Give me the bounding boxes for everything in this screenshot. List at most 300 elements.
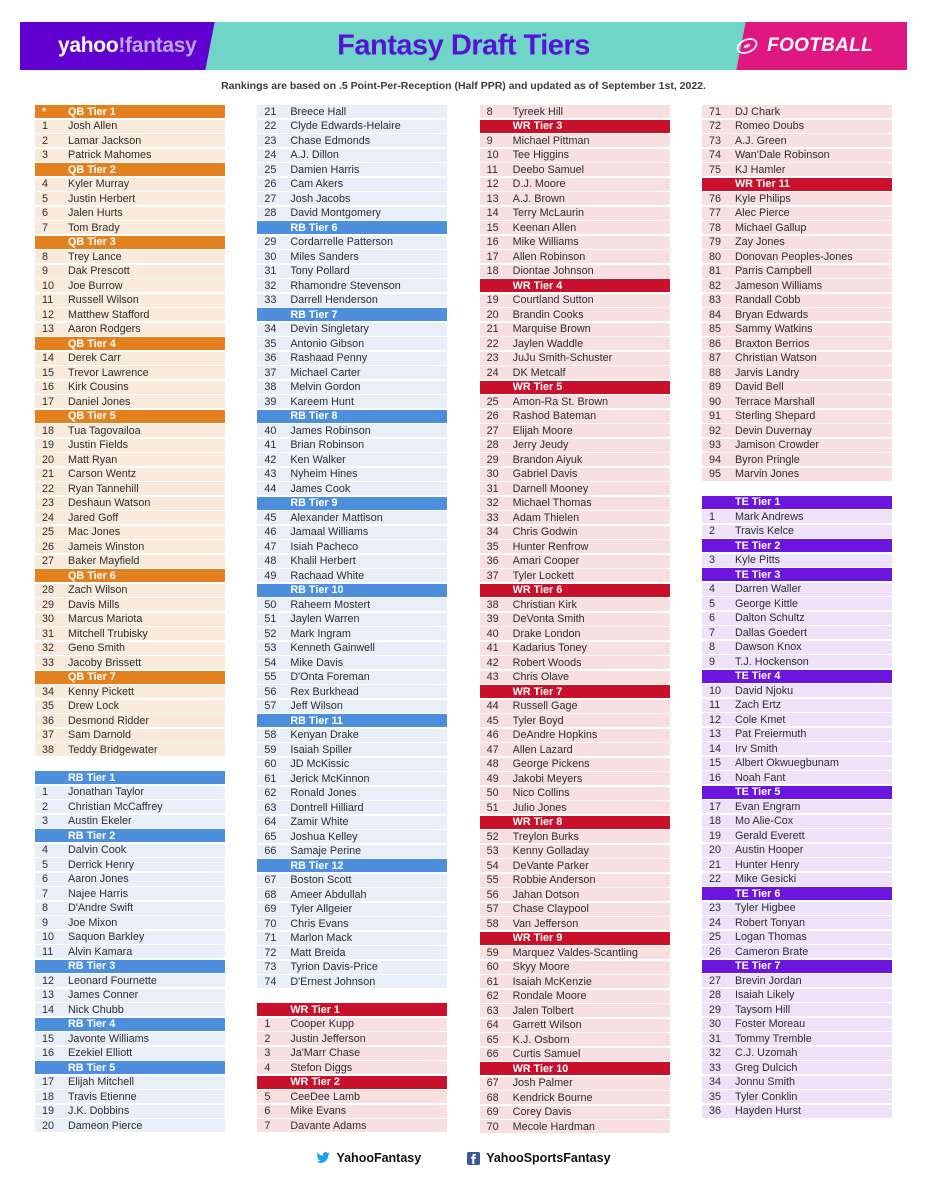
player-rank: 59 (486, 946, 499, 959)
tier-header-row (480, 1062, 670, 1075)
player-rank: 45 (264, 511, 277, 524)
player-rank: 22 (264, 120, 277, 132)
player-name: Sterling Shepard (734, 410, 816, 422)
player-row (257, 1061, 447, 1074)
player-name: Ja'Marr Chase (290, 1047, 361, 1059)
te-tier-table (702, 496, 892, 1118)
facebook-handle (467, 1151, 610, 1165)
player-rank: 8 (42, 250, 49, 263)
player-row (702, 916, 892, 929)
player-name: Christian Watson (734, 352, 817, 364)
player-name: DeAndre Hopkins (512, 729, 598, 741)
player-name: Mecole Hardman (512, 1120, 595, 1133)
player-row (35, 482, 225, 495)
player-row (35, 902, 225, 915)
player-row (480, 642, 670, 655)
player-name: C.J. Uzomah (734, 1047, 798, 1059)
player-name: Michael Pittman (512, 134, 590, 147)
tier-label: WR Tier 11 (734, 178, 790, 190)
player-row (257, 888, 447, 901)
player-row (35, 1119, 225, 1132)
player-rank: 74 (708, 149, 721, 161)
player-row (480, 671, 670, 684)
player-rank: 42 (486, 656, 499, 669)
player-name: Tom Brady (68, 221, 120, 234)
player-row (480, 903, 670, 916)
player-rank: 8 (486, 105, 493, 118)
player-name: Jaylen Warren (290, 613, 360, 625)
player-row (35, 844, 225, 857)
player-name: James Robinson (290, 424, 371, 437)
player-row (35, 1003, 225, 1016)
player-rank: 20 (42, 1119, 55, 1132)
player-row (35, 265, 225, 278)
player-row (35, 149, 225, 162)
player-row (702, 395, 892, 408)
player-row (257, 961, 447, 974)
player-row (35, 815, 225, 828)
player-rank: 5 (42, 858, 49, 871)
player-row (480, 453, 670, 466)
player-name: Mike Gesicki (734, 873, 797, 885)
player-name: Dallas Goedert (734, 626, 807, 639)
player-rank: 4 (42, 178, 49, 190)
player-row (480, 801, 670, 814)
player-name: Robbie Anderson (512, 874, 596, 886)
player-name: D.J. Moore (512, 178, 566, 190)
player-row (480, 497, 670, 510)
player-rank: 6 (42, 873, 49, 885)
player-name: George Pickens (512, 758, 590, 770)
player-row (257, 772, 447, 785)
player-rank: 29 (486, 453, 499, 466)
player-row (480, 1033, 670, 1046)
player-rank: 80 (708, 250, 721, 263)
player-rank: 22 (486, 337, 499, 350)
player-rank: 3 (264, 1047, 271, 1059)
player-row (702, 1090, 892, 1103)
player-name: Trevor Lawrence (68, 366, 149, 379)
player-name: Donovan Peoples-Jones (734, 250, 853, 263)
player-name: Kyle Philips (734, 192, 791, 205)
player-rank: 58 (486, 917, 499, 930)
player-rank: 14 (486, 207, 499, 219)
player-rank: 67 (264, 874, 277, 886)
player-row (480, 511, 670, 524)
player-row (480, 830, 670, 843)
player-name: Josh Palmer (512, 1077, 573, 1089)
sport-badge (735, 35, 873, 57)
player-name: Michael Thomas (512, 497, 592, 509)
player-rank: 24 (264, 149, 277, 161)
player-name: Jacoby Brissett (68, 656, 142, 669)
player-name: Amon-Ra St. Brown (512, 395, 609, 408)
tier-label: RB Tier 11 (290, 714, 343, 727)
player-rank: 29 (264, 236, 277, 248)
player-rank: 61 (264, 772, 277, 785)
player-rank: 11 (42, 945, 54, 958)
player-name: Jameson Williams (734, 279, 822, 292)
player-rank: 21 (486, 323, 499, 335)
player-rank: 35 (42, 700, 55, 712)
player-row (702, 352, 892, 365)
player-name: Justin Fields (68, 439, 129, 451)
tier-label: RB Tier 9 (290, 497, 338, 509)
player-row (480, 294, 670, 307)
tier-header-row (35, 671, 225, 684)
player-row (702, 684, 892, 697)
player-row (35, 178, 225, 191)
player-rank: 50 (486, 787, 499, 799)
player-row (35, 192, 225, 205)
player-rank: 35 (708, 1090, 721, 1103)
player-name: Najee Harris (68, 887, 128, 900)
player-rank: 39 (264, 395, 277, 408)
rank-column-2 (257, 105, 447, 1135)
player-row (702, 207, 892, 220)
player-name: Mo Alie-Cox (734, 815, 794, 827)
player-rank: 18 (42, 424, 55, 437)
player-name: David Bell (734, 381, 784, 393)
tier-label: RB Tier 10 (290, 584, 344, 596)
player-name: Teddy Bridgewater (68, 743, 158, 756)
player-row (35, 729, 225, 742)
player-row (35, 858, 225, 871)
player-row (35, 120, 225, 133)
player-row (257, 149, 447, 162)
player-rank: 68 (486, 1091, 499, 1104)
player-name: Zach Ertz (734, 699, 782, 711)
player-rank: 2 (708, 525, 715, 537)
player-row (35, 700, 225, 713)
player-name: David Montgomery (290, 207, 381, 219)
player-row (702, 308, 892, 321)
player-name: Kenneth Gainwell (290, 642, 375, 654)
player-name: Diontae Johnson (512, 265, 594, 277)
player-name: Damien Harris (290, 163, 360, 176)
player-row (702, 713, 892, 726)
player-rank: 23 (708, 902, 721, 914)
player-rank: 34 (42, 685, 55, 698)
player-rank: 48 (486, 758, 499, 770)
player-name: Travis Kelce (734, 525, 794, 537)
tier-label: QB Tier 6 (68, 569, 116, 582)
player-rank: 24 (486, 366, 499, 379)
player-row (257, 323, 447, 336)
player-rank: 63 (486, 1004, 499, 1017)
player-name: Mac Jones (68, 526, 121, 538)
player-row (35, 250, 225, 263)
player-rank: 30 (708, 1018, 721, 1030)
player-row (257, 395, 447, 408)
player-row (35, 613, 225, 626)
player-row (702, 163, 892, 176)
player-rank: 23 (264, 134, 277, 147)
player-rank: 62 (264, 787, 277, 799)
player-name: Darrell Henderson (290, 294, 378, 306)
player-rank: 5 (708, 597, 715, 610)
player-name: Russell Wilson (68, 294, 139, 306)
player-rank: 83 (708, 294, 721, 306)
player-name: Devin Singletary (290, 323, 369, 335)
player-name: Trey Lance (68, 250, 122, 263)
player-row (257, 743, 447, 756)
player-row (480, 598, 670, 611)
player-rank: 27 (264, 192, 277, 205)
tier-header-row (257, 308, 447, 321)
player-name: Derrick Henry (68, 858, 134, 871)
player-rank: 13 (486, 192, 499, 205)
player-row (35, 453, 225, 466)
player-row (35, 1090, 225, 1103)
player-name: Isiah Pacheco (290, 540, 359, 553)
player-rank: 56 (486, 888, 499, 901)
player-name: Courtland Sutton (512, 294, 594, 306)
player-name: Deshaun Watson (68, 497, 151, 509)
player-rank: 26 (42, 540, 55, 553)
player-name: Kareem Hunt (290, 395, 354, 408)
player-name: Jalen Tolbert (512, 1004, 574, 1017)
player-row (702, 265, 892, 278)
tier-label: QB Tier 3 (68, 236, 116, 248)
player-row (702, 815, 892, 828)
player-row (702, 626, 892, 639)
player-row (702, 641, 892, 654)
tier-header-row (35, 829, 225, 842)
player-row (257, 569, 447, 582)
player-rank: 66 (486, 1048, 499, 1060)
player-row (702, 1076, 892, 1089)
player-name: Zay Jones (734, 236, 785, 248)
player-rank: 21 (42, 468, 55, 480)
player-row (480, 975, 670, 988)
player-rank: 38 (486, 598, 499, 611)
player-rank: 1 (42, 120, 49, 132)
player-name: Joshua Kelley (290, 830, 358, 843)
player-name: Michael Carter (290, 366, 361, 379)
player-rank: 41 (264, 439, 277, 451)
player-row (702, 192, 892, 205)
tier-label: TE Tier 6 (734, 887, 781, 900)
player-rank: 60 (264, 758, 277, 770)
qb-tier-table (35, 105, 225, 756)
player-name: Chris Olave (512, 671, 570, 683)
player-row (702, 105, 892, 118)
player-name: Kirk Cousins (68, 381, 129, 393)
player-row (257, 1119, 447, 1132)
player-row (257, 874, 447, 887)
player-row (35, 584, 225, 597)
player-rank: 11 (42, 294, 54, 306)
player-rank: 20 (486, 308, 499, 321)
player-name: Kenny Golladay (512, 845, 589, 857)
player-name: Justin Jefferson (290, 1032, 366, 1045)
player-name: Tyler Allgeier (290, 903, 353, 915)
tier-header-row (35, 105, 225, 118)
player-name: Cooper Kupp (290, 1018, 354, 1030)
player-rank: 1 (264, 1018, 271, 1030)
player-row (480, 961, 670, 974)
logo-bang: ! (118, 34, 126, 57)
player-name: Hayden Hurst (734, 1105, 801, 1117)
tier-header-row (480, 685, 670, 698)
player-name: Ezekiel Elliott (68, 1047, 133, 1059)
player-name: Matt Ryan (68, 453, 118, 466)
football-icon (735, 35, 759, 57)
player-rank: 84 (708, 308, 721, 321)
player-name: Sammy Watkins (734, 323, 813, 335)
player-row (480, 946, 670, 959)
rank-column-1 (35, 105, 225, 1135)
player-rank: 92 (708, 424, 721, 437)
player-rank: 39 (486, 613, 499, 625)
player-rank: 30 (486, 468, 499, 480)
player-name: Mitchell Trubisky (68, 627, 148, 640)
player-rank: 52 (264, 627, 277, 640)
player-rank: 19 (42, 1105, 55, 1117)
tier-header-row (480, 816, 670, 829)
wr-tier-table (480, 105, 670, 1133)
player-rank: 45 (486, 714, 499, 727)
player-name: Davante Adams (290, 1119, 367, 1132)
player-row (480, 265, 670, 278)
player-rank: 21 (264, 105, 277, 118)
player-rank: 62 (486, 990, 499, 1002)
player-name: Terry McLaurin (512, 207, 585, 219)
player-rank: 32 (264, 279, 277, 292)
player-row (35, 366, 225, 379)
player-rank: 7 (708, 626, 715, 639)
player-name: Ken Walker (290, 453, 346, 466)
tier-header-row (35, 771, 225, 784)
player-rank: 55 (264, 671, 277, 683)
player-rank: 17 (42, 1076, 55, 1088)
player-name: Darren Waller (734, 583, 802, 595)
player-rank: 25 (264, 163, 277, 176)
player-name: Gabriel Davis (512, 468, 578, 480)
player-rank: 4 (264, 1061, 271, 1074)
player-rank: 57 (486, 903, 499, 915)
player-row (35, 207, 225, 220)
player-rank: 82 (708, 279, 721, 292)
player-row (257, 482, 447, 495)
player-row (702, 742, 892, 755)
tier-label: RB Tier 1 (68, 771, 116, 784)
player-rank: 30 (42, 613, 55, 625)
player-row (480, 729, 670, 742)
player-row (702, 989, 892, 1002)
player-rank: 64 (264, 816, 277, 828)
player-name: Curtis Samuel (512, 1048, 581, 1060)
player-rank: 38 (264, 381, 277, 393)
player-name: Justin Herbert (68, 192, 136, 205)
player-name: Brandin Cooks (512, 308, 584, 321)
player-name: Tyrion Davis-Price (290, 961, 378, 973)
player-name: Ronald Jones (290, 787, 357, 799)
player-row (257, 366, 447, 379)
player-row (702, 945, 892, 958)
player-rank: 13 (42, 323, 55, 335)
player-row (35, 656, 225, 669)
player-name: Albert Okwuegbunam (734, 757, 839, 769)
player-rank: 49 (264, 569, 277, 582)
player-rank: 66 (264, 845, 277, 857)
player-name: Daniel Jones (68, 395, 131, 408)
player-rank: 74 (264, 975, 277, 988)
player-row (257, 700, 447, 713)
tier-header-row (702, 496, 892, 509)
player-name: D'Ernest Johnson (290, 975, 376, 988)
player-rank: 27 (486, 424, 499, 437)
tier-label: RB Tier 8 (290, 410, 338, 422)
player-rank: 34 (708, 1076, 721, 1088)
player-row (702, 554, 892, 567)
player-row (480, 468, 670, 481)
player-name: Marcus Mariota (68, 613, 143, 625)
player-row (480, 178, 670, 191)
player-row (702, 134, 892, 147)
player-row (35, 714, 225, 727)
player-row (257, 1090, 447, 1103)
player-rank: 10 (42, 279, 55, 292)
tier-label: QB Tier 1 (68, 105, 116, 118)
player-rank: 65 (264, 830, 277, 843)
player-rank: 75 (708, 163, 721, 176)
player-name: Zamir White (290, 816, 349, 828)
player-row (480, 1019, 670, 1032)
player-rank: 34 (486, 526, 499, 538)
player-name: Lamar Jackson (68, 134, 142, 147)
player-row (480, 250, 670, 263)
player-name: Jerry Jeudy (512, 439, 569, 451)
player-name: Elijah Mitchell (68, 1076, 135, 1088)
player-name: CeeDee Lamb (290, 1090, 360, 1103)
player-name: Jahan Dotson (512, 888, 580, 901)
player-name: JuJu Smith-Schuster (512, 352, 613, 364)
player-name: Hunter Henry (734, 858, 800, 871)
player-row (257, 627, 447, 640)
player-name: Stefon Diggs (290, 1061, 353, 1074)
player-name: DJ Chark (734, 105, 780, 118)
player-row (480, 482, 670, 495)
player-name: Joe Burrow (68, 279, 123, 292)
rankings-note: Rankings are based on .5 Point-Per-Reception (Half PPR) and updated as of September 1st, 2022. (221, 80, 706, 92)
player-row (702, 974, 892, 987)
player-rank: 5 (264, 1090, 271, 1103)
player-rank: 71 (264, 932, 277, 944)
player-row (480, 540, 670, 553)
player-row (257, 903, 447, 916)
tier-header-row (257, 584, 447, 597)
player-name: D'Andre Swift (68, 902, 134, 914)
player-name: Christian McCaffrey (68, 800, 163, 813)
player-rank: 73 (264, 961, 277, 973)
player-rank: 26 (264, 178, 277, 190)
player-row (480, 352, 670, 365)
player-row (702, 699, 892, 712)
player-row (257, 1047, 447, 1060)
player-row (480, 613, 670, 626)
logo-yahoo: yahoo (58, 34, 119, 57)
player-name: Marquez Valdes-Scantling (512, 946, 638, 959)
player-rank: 33 (264, 294, 277, 306)
player-row (35, 540, 225, 553)
player-row (257, 946, 447, 959)
player-name: Sam Darnold (68, 729, 132, 741)
player-rank: 85 (708, 323, 721, 335)
tier-header-row (257, 1076, 447, 1089)
player-rank: 28 (486, 439, 499, 451)
